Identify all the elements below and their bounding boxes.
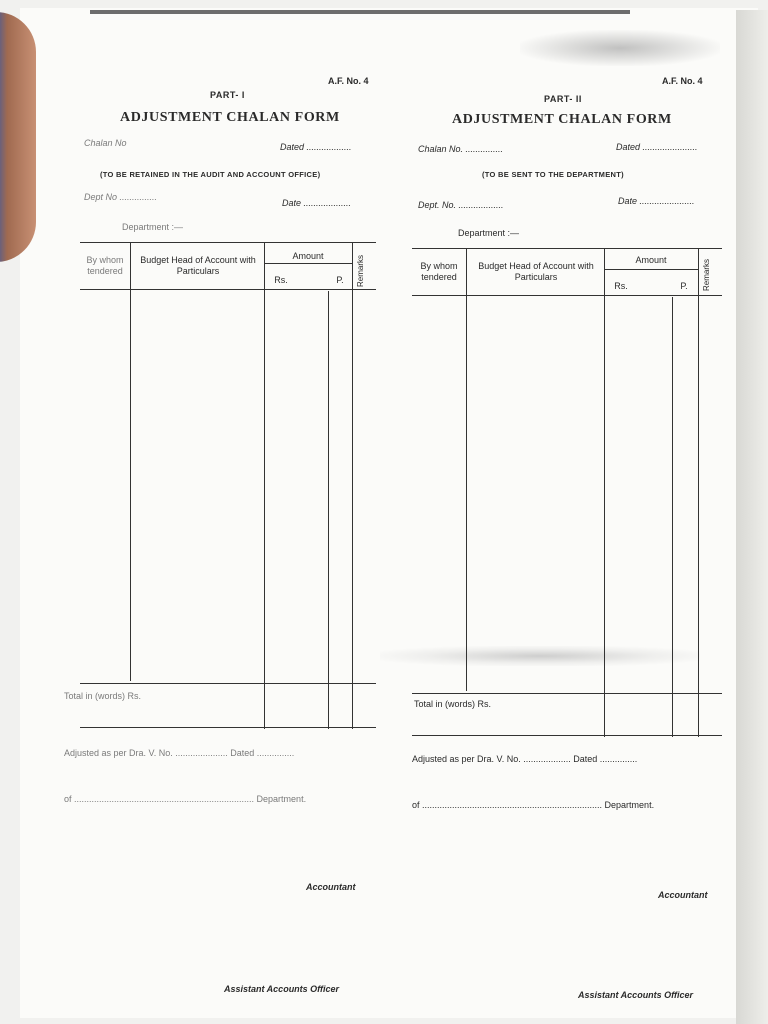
part-label: PART- II <box>544 94 582 104</box>
col-rs: Rs. <box>274 275 288 285</box>
chalan-table <box>412 248 722 737</box>
adjusted-line: Adjusted as per Dra. V. No. ................... Dated ............... <box>412 754 638 764</box>
part-label: PART- I <box>210 90 245 100</box>
sheet-top-edge <box>90 10 630 14</box>
adjusted-line: Adjusted as per Dra. V. No. ..................... Dated ............... <box>64 748 295 758</box>
chalan-no-field: Chalan No. ............... <box>418 144 504 154</box>
scan-smudge <box>520 30 720 66</box>
thumb-at-edge <box>0 12 36 262</box>
next-page-edge <box>736 10 768 1024</box>
col-amount: Amount <box>635 255 667 265</box>
col-p: P. <box>680 281 688 291</box>
af-number: A.F. No. 4 <box>662 76 703 86</box>
department-label: Department :— <box>122 222 184 232</box>
department-label: Department :— <box>458 228 520 238</box>
accountant-sign: Accountant <box>658 890 708 900</box>
col-by-whom: By whom tendered <box>86 255 124 276</box>
col-by-whom: By whom tendered <box>420 261 458 282</box>
chalan-no-field: Chalan No <box>84 138 127 148</box>
sending-note: (TO BE SENT TO THE DEPARTMENT) <box>482 170 624 179</box>
af-number: A.F. No. 4 <box>328 76 369 86</box>
aao-sign: Assistant Accounts Officer <box>224 984 340 994</box>
of-department-line: of ........................................................................ Department. <box>412 800 655 810</box>
dept-no-field: Dept. No. .................. <box>418 200 504 210</box>
dated-field: Dated ...................... <box>616 142 698 152</box>
col-remarks: Remarks <box>356 254 365 287</box>
col-p: P. <box>336 275 344 285</box>
col-rs: Rs. <box>614 281 628 291</box>
dept-no-field: Dept No ............... <box>84 192 158 202</box>
total-in-words: Total in (words) Rs. <box>64 691 142 701</box>
retention-note: (TO BE RETAINED IN THE AUDIT AND ACCOUNT OFFICE) <box>100 170 321 179</box>
aao-sign: Assistant Accounts Officer <box>578 990 694 1000</box>
date-field: Date ...................... <box>618 196 695 206</box>
form-title: ADJUSTMENT CHALAN FORM <box>452 112 672 127</box>
date-field: Date ................... <box>282 198 352 208</box>
col-remarks: Remarks <box>702 258 711 291</box>
col-budget-head: Budget Head of Account with Particulars <box>478 261 594 282</box>
dated-field: Dated .................. <box>280 142 352 152</box>
total-in-words: Total in (words) Rs. <box>414 699 492 709</box>
col-amount: Amount <box>292 251 324 261</box>
form-title: ADJUSTMENT CHALAN FORM <box>120 110 340 125</box>
chalan-table <box>64 242 376 729</box>
col-budget-head: Budget Head of Account with Particulars <box>140 255 256 276</box>
of-department-line: of ........................................................................ Department. <box>64 794 307 804</box>
accountant-sign: Accountant <box>306 882 356 892</box>
